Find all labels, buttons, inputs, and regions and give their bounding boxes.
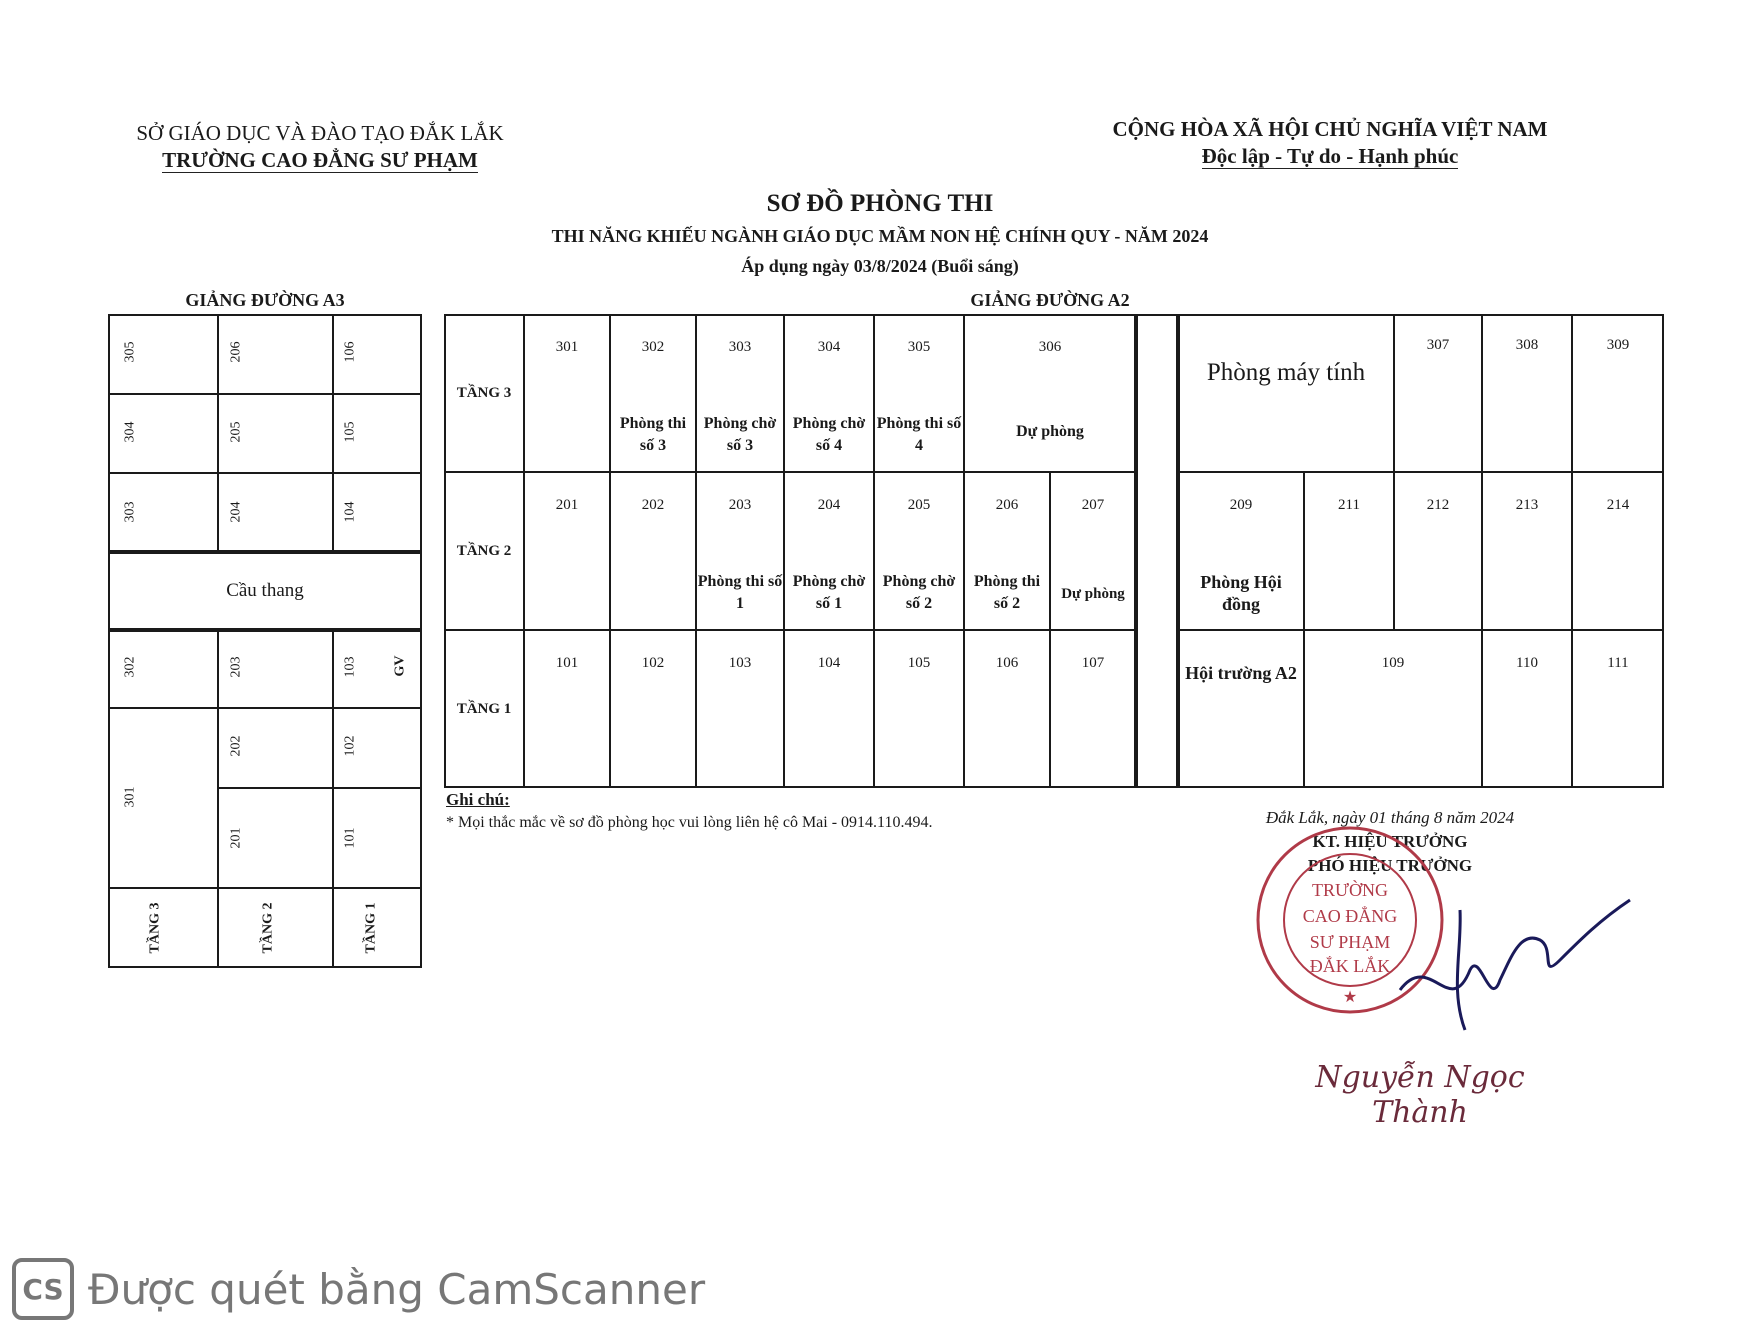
a2-room: 101 bbox=[524, 630, 610, 788]
svg-text:ĐẮK LẮK: ĐẮK LẮK bbox=[1309, 956, 1391, 976]
a2-room: 111 bbox=[1572, 630, 1664, 788]
national-motto bbox=[1070, 116, 1590, 170]
svg-text:SƯ PHẠM: SƯ PHẠM bbox=[1309, 932, 1391, 952]
a2-room: 105 bbox=[874, 630, 964, 788]
country-name: CỘNG HÒA XÃ HỘI CHỦ NGHĨA VIỆT NAM bbox=[1112, 117, 1548, 141]
apply-date: Áp dụng ngày 03/8/2024 (Buổi sáng) bbox=[741, 256, 1019, 276]
a2-room: 301 bbox=[524, 314, 610, 472]
a2-room: 206 Phòng thi số 2 bbox=[964, 472, 1050, 630]
a3-room: 303 bbox=[122, 501, 138, 523]
note-block bbox=[446, 790, 1086, 832]
a3-room: 206 bbox=[228, 341, 244, 363]
a2-room: 102 bbox=[610, 630, 696, 788]
a2-room: 104 bbox=[784, 630, 874, 788]
a2-room: 302 Phòng thi số 3 bbox=[610, 314, 696, 472]
building-a2-title: GIẢNG ĐƯỜNG A2 bbox=[970, 290, 1130, 310]
a2-room: 213 bbox=[1482, 472, 1572, 630]
note-text: * Mọi thắc mắc về sơ đồ phòng học vui lòng liên hệ cô Mai - 0914.110.494. bbox=[446, 814, 933, 831]
camscanner-footer bbox=[12, 1254, 705, 1324]
a2-room: 203 Phòng thi số 1 bbox=[696, 472, 784, 630]
signer-name: Nguyễn Ngọc Thành bbox=[1315, 1060, 1525, 1130]
a2-floor-1-label: TẦNG 1 bbox=[456, 700, 512, 717]
a2-room: 201 bbox=[524, 472, 610, 630]
svg-text:★: ★ bbox=[1342, 989, 1358, 1006]
a3-floor-label: TẦNG 3 bbox=[147, 902, 163, 954]
note-heading: Ghi chú: bbox=[446, 790, 510, 809]
a2-floor-3-label: TẦNG 3 bbox=[456, 384, 512, 401]
a2-room: 107 bbox=[1050, 630, 1136, 788]
a2-room: 106 bbox=[964, 630, 1050, 788]
building-a3-map bbox=[108, 314, 422, 968]
a3-floor-label: TẦNG 1 bbox=[363, 902, 379, 954]
svg-text:CAO ĐẲNG: CAO ĐẲNG bbox=[1302, 906, 1398, 926]
document-title: SƠ ĐỒ PHÒNG THI bbox=[766, 190, 994, 217]
a3-room: 105 bbox=[342, 421, 358, 443]
a2-room: 306 Dự phòng bbox=[964, 314, 1136, 472]
a3-room: 101 bbox=[342, 827, 358, 849]
issuing-agency bbox=[110, 120, 530, 174]
a2-hall: Hội trường A2 bbox=[1178, 630, 1304, 788]
sign-role-1: KT. HIỆU TRƯỞNG bbox=[1312, 832, 1468, 851]
school-name: TRƯỜNG CAO ĐẲNG SƯ PHẠM bbox=[162, 148, 478, 172]
sign-date: Đắk Lắk, ngày 01 tháng 8 năm 2024 bbox=[1265, 808, 1515, 827]
document-subtitle: THI NĂNG KHIẾU NGÀNH GIÁO DỤC MẦM NON HỆ CHÍNH QUY - NĂM 2024 bbox=[551, 226, 1209, 246]
a3-room: 203 bbox=[228, 656, 244, 678]
a3-room: 202 bbox=[228, 735, 244, 757]
a3-staircase: Cầu thang bbox=[108, 552, 422, 630]
a2-room: 308 bbox=[1482, 314, 1572, 472]
a3-room: 302 bbox=[122, 656, 138, 678]
a2-council-room: 209 Phòng Hội đồng bbox=[1178, 472, 1304, 630]
a3-room: 103 bbox=[342, 656, 358, 678]
a2-room: 212 bbox=[1394, 472, 1482, 630]
building-a2-map bbox=[444, 314, 1664, 788]
a3-room: 301 bbox=[122, 786, 138, 808]
a3-teacher-room: GV bbox=[392, 655, 408, 677]
a3-floor-label: TẦNG 2 bbox=[260, 902, 276, 954]
a3-room: 106 bbox=[342, 341, 358, 363]
a2-room: 214 bbox=[1572, 472, 1664, 630]
a2-room: 110 bbox=[1482, 630, 1572, 788]
svg-text:TRƯỜNG: TRƯỜNG bbox=[1312, 880, 1388, 900]
a2-room: 307 bbox=[1394, 314, 1482, 472]
a3-room: 102 bbox=[342, 735, 358, 757]
a3-room: 104 bbox=[342, 501, 358, 523]
sign-role-2: PHÓ HIỆU TRƯỞNG bbox=[1307, 856, 1473, 875]
a2-room: 303 Phòng chờ số 3 bbox=[696, 314, 784, 472]
a2-room: 309 bbox=[1572, 314, 1664, 472]
a2-room: 211 bbox=[1304, 472, 1394, 630]
motto-line: Độc lập - Tự do - Hạnh phúc bbox=[1201, 144, 1459, 168]
a3-room: 304 bbox=[122, 421, 138, 443]
a2-computer-room: Phòng máy tính bbox=[1178, 314, 1394, 472]
camscanner-logo: CS bbox=[12, 1258, 74, 1320]
signature-scribble bbox=[1390, 890, 1640, 1040]
a3-room: 205 bbox=[228, 421, 244, 443]
a3-room: 201 bbox=[228, 827, 244, 849]
a2-floor-2-label: TẦNG 2 bbox=[456, 542, 512, 559]
a2-room: 204 Phòng chờ số 1 bbox=[784, 472, 874, 630]
camscanner-text: Được quét bằng CamScanner bbox=[88, 1264, 706, 1314]
a2-room: 207 Dự phòng bbox=[1050, 472, 1136, 630]
a3-room: 204 bbox=[228, 501, 244, 523]
department-name: SỞ GIÁO DỤC VÀ ĐÀO TẠO ĐẮK LẮK bbox=[136, 121, 504, 145]
a2-corridor bbox=[1136, 314, 1178, 788]
a2-room: 205 Phòng chờ số 2 bbox=[874, 472, 964, 630]
a2-room: 305 Phòng thi số 4 bbox=[874, 314, 964, 472]
a2-room: 109 bbox=[1304, 630, 1482, 788]
a2-room: 304 Phòng chờ số 4 bbox=[784, 314, 874, 472]
a2-room: 103 bbox=[696, 630, 784, 788]
building-a3-title: GIẢNG ĐƯỜNG A3 bbox=[185, 290, 345, 310]
a3-room: 305 bbox=[122, 341, 138, 363]
a2-room: 202 bbox=[610, 472, 696, 630]
